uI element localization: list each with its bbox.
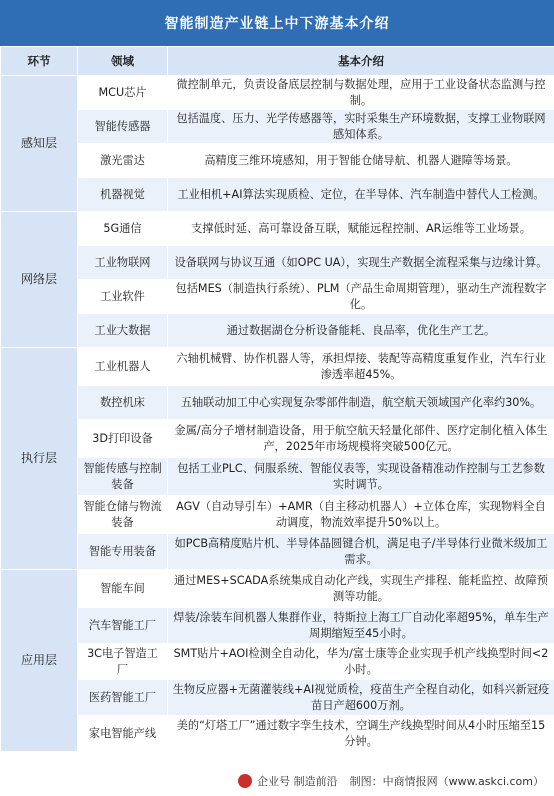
footer: [0, 766, 554, 796]
field-cell: 智能仓储与物流装备: [78, 496, 168, 534]
table-header-row: [1, 47, 554, 76]
field-cell: 3C电子智造工厂: [78, 644, 168, 680]
intro-cell: 支撑低时延、高可靠设备互联，赋能远程控制、AR运维等工业场景。: [168, 212, 554, 246]
field-cell: 工业软件: [78, 280, 168, 314]
category-application: 应用层: [1, 570, 78, 752]
intro-cell: 六轴机械臂、协作机器人等，承担焊接、装配等高精度重复作业，汽车行业渗透率超45%。: [168, 348, 554, 386]
header-field: 领域: [78, 47, 168, 76]
field-cell: 5G通信: [78, 212, 168, 246]
table-row: [1, 680, 554, 716]
table-row: [1, 76, 554, 110]
footer-brand: 企业号 制造前沿: [257, 775, 338, 788]
field-cell: 智能车间: [78, 570, 168, 608]
industry-chain-table: [0, 46, 554, 752]
table-row: [1, 314, 554, 348]
table-row: [1, 644, 554, 680]
table-row: [1, 212, 554, 246]
table-row: [1, 458, 554, 496]
page-title: 智能制造产业链上中下游基本介绍: [0, 0, 554, 46]
footer-source: 制图：中商情报网（www.askci.com）: [349, 775, 544, 788]
table-row: [1, 348, 554, 386]
field-cell: 工业机器人: [78, 348, 168, 386]
category-execution: 执行层: [1, 348, 78, 570]
field-cell: 工业大数据: [78, 314, 168, 348]
field-cell: MCU芯片: [78, 76, 168, 110]
intro-cell: 包括MES（制造执行系统）、PLM（产品生命周期管理），驱动生产流程数字化。: [168, 280, 554, 314]
category-network: 网络层: [1, 212, 78, 348]
intro-cell: SMT贴片+AOI检测全自动化，华为/富士康等企业实现手机产线换型时间<2小时。: [168, 644, 554, 680]
table-row: [1, 144, 554, 178]
intro-cell: 焊装/涂装车间机器人集群作业，特斯拉上海工厂自动化率超95%，单车生产周期缩短至45小时。: [168, 608, 554, 644]
field-cell: 汽车智能工厂: [78, 608, 168, 644]
intro-cell: 工业相机+AI算法实现质检、定位，在半导体、汽车制造中替代人工检测。: [168, 178, 554, 212]
intro-cell: 通过数据湖仓分析设备能耗、良品率，优化生产工艺。: [168, 314, 554, 348]
intro-cell: 设备联网与协议互通（如OPC UA），实现生产数据全流程采集与边缘计算。: [168, 246, 554, 280]
intro-cell: AGV（自动导引车）+AMR（自主移动机器人）+立体仓库，实现物料全自动调度，物流效率提升50%以上。: [168, 496, 554, 534]
intro-cell: 包括温度、压力、光学传感器等，实时采集生产环境数据，支撑工业物联网感知体系。: [168, 110, 554, 144]
header-intro: 基本介绍: [168, 47, 554, 76]
intro-cell: 微控制单元，负责设备底层控制与数据处理，应用于工业设备状态监测与控制。: [168, 76, 554, 110]
table-row: [1, 570, 554, 608]
intro-cell: 如PCB高精度贴片机、半导体晶圆键合机，满足电子/半导体行业微米级加工需求。: [168, 534, 554, 570]
field-cell: 3D打印设备: [78, 420, 168, 458]
table-row: [1, 280, 554, 314]
brand-logo-icon: [238, 774, 252, 788]
field-cell: 机器视觉: [78, 178, 168, 212]
intro-cell: 生物反应器+无菌灌装线+AI视觉质检，疫苗生产全程自动化，如科兴新冠疫苗日产超600万剂。: [168, 680, 554, 716]
field-cell: 激光雷达: [78, 144, 168, 178]
field-cell: 数控机床: [78, 386, 168, 420]
table-row: [1, 420, 554, 458]
intro-cell: 包括工业PLC、伺服系统、智能仪表等，实现设备精准动作控制与工艺参数实时调节。: [168, 458, 554, 496]
field-cell: 智能专用装备: [78, 534, 168, 570]
intro-cell: 五轴联动加工中心实现复杂零部件制造，航空航天领域国产化率约30%。: [168, 386, 554, 420]
category-sensing: 感知层: [1, 76, 78, 212]
field-cell: 医药智能工厂: [78, 680, 168, 716]
table-row: [1, 534, 554, 570]
intro-cell: 美的“灯塔工厂”通过数字孪生技术，空调生产线换型时间从4小时压缩至15分钟。: [168, 716, 554, 752]
table-row: [1, 496, 554, 534]
field-cell: 智能传感器: [78, 110, 168, 144]
table-row: [1, 110, 554, 144]
table-row: [1, 178, 554, 212]
header-stage: 环节: [1, 47, 78, 76]
intro-cell: 通过MES+SCADA系统集成自动化产线，实现生产排程、能耗监控、故障预测等功能。: [168, 570, 554, 608]
field-cell: 智能传感与控制装备: [78, 458, 168, 496]
field-cell: 家电智能产线: [78, 716, 168, 752]
field-cell: 工业物联网: [78, 246, 168, 280]
table-row: [1, 716, 554, 752]
intro-cell: 高精度三维环境感知，用于智能仓储导航、机器人避障等场景。: [168, 144, 554, 178]
table-row: [1, 608, 554, 644]
table-row: [1, 246, 554, 280]
intro-cell: 金属/高分子增材制造设备，用于航空航天轻量化部件、医疗定制化植入体生产，2025年市场规模将突破500亿元。: [168, 420, 554, 458]
table-row: [1, 386, 554, 420]
